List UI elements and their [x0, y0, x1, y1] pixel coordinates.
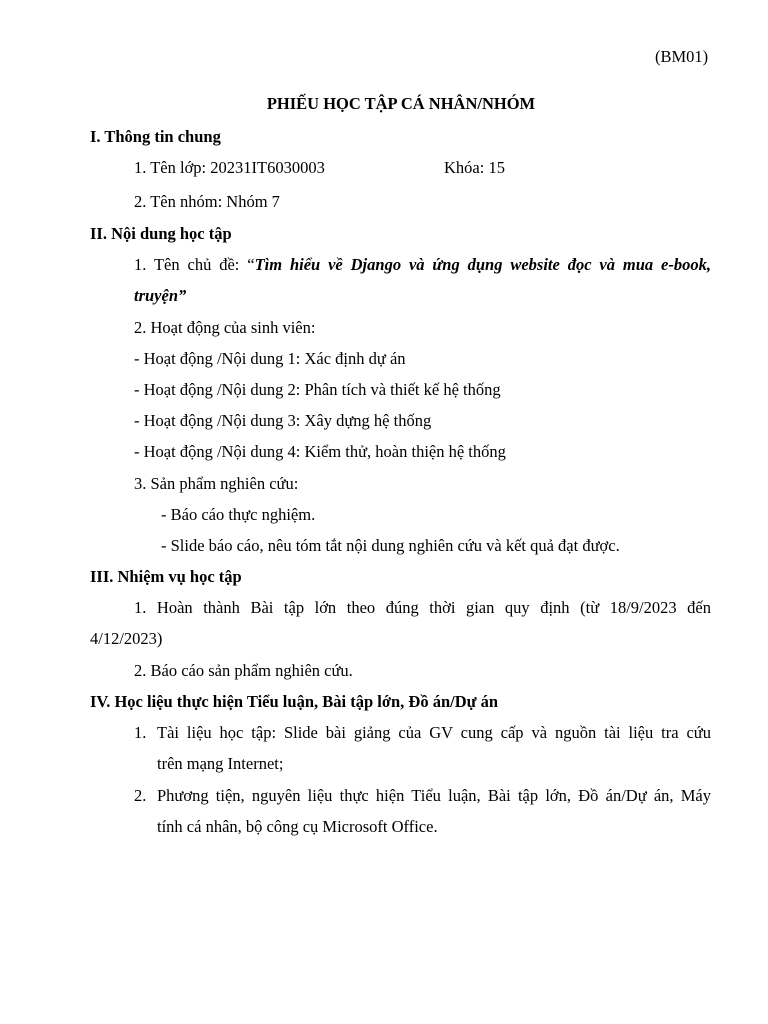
- activity-item: - Hoạt động /Nội dung 1: Xác định dự án: [134, 349, 406, 368]
- material-item-2-line-2: tính cá nhân, bộ công cụ Microsoft Office.: [157, 817, 438, 836]
- document-title: PHIẾU HỌC TẬP CÁ NHÂN/NHÓM: [266, 94, 536, 113]
- task-1-line-1: 1. Hoàn thành Bài tập lớn theo đúng thời gian quy định (từ 18/9/2023 đến: [134, 598, 711, 617]
- material-item-1-number: 1.: [134, 723, 147, 742]
- group-name: 2. Tên nhóm: Nhóm 7: [134, 192, 280, 211]
- product-item: - Slide báo cáo, nêu tóm tắt nội dung nghiên cứu và kết quả đạt được.: [161, 536, 620, 555]
- task-2: 2. Báo cáo sản phẩm nghiên cứu.: [134, 661, 353, 680]
- topic-title: Tìm hiểu về Django và ứng dụng website đọc và mua e-book,: [254, 255, 711, 274]
- topic-line-1: [134, 255, 711, 275]
- product-item: - Báo cáo thực nghiệm.: [161, 505, 316, 524]
- section-1-heading: I. Thông tin chung: [90, 127, 221, 146]
- class-name: 1. Tên lớp: 20231IT6030003: [134, 158, 325, 177]
- task-1-line-2: 4/12/2023): [90, 629, 163, 648]
- section-3-heading: III. Nhiệm vụ học tập: [90, 567, 242, 586]
- topic-prefix: 1. Tên chủ đề: “: [134, 255, 255, 274]
- material-item-1-line-2: trên mạng Internet;: [157, 754, 284, 773]
- activities-heading: 2. Hoạt động của sinh viên:: [134, 318, 316, 337]
- products-heading: 3. Sản phẩm nghiên cứu:: [134, 474, 299, 493]
- activity-item: - Hoạt động /Nội dung 3: Xây dựng hệ thống: [134, 411, 432, 430]
- activity-item: - Hoạt động /Nội dung 2: Phân tích và thiết kế hệ thống: [134, 380, 501, 399]
- section-4-heading: IV. Học liệu thực hiện Tiểu luận, Bài tập lớn, Đồ án/Dự án: [90, 692, 499, 711]
- material-item-2-number: 2.: [134, 786, 147, 805]
- material-item-1-line-1: Tài liệu học tập: Slide bài giảng của GV cung cấp và nguồn tài liệu tra cứu: [157, 723, 711, 742]
- activity-item: - Hoạt động /Nội dung 4: Kiểm thử, hoàn thiện hệ thống: [134, 442, 506, 461]
- form-code: (BM01): [655, 47, 709, 66]
- course-number: Khóa: 15: [444, 158, 505, 177]
- topic-line-2: truyện”: [134, 286, 187, 305]
- material-item-2-line-1: Phương tiện, nguyên liệu thực hiện Tiểu luận, Bài tập lớn, Đồ án/Dự án, Máy: [157, 786, 711, 805]
- section-2-heading: II. Nội dung học tập: [90, 224, 232, 243]
